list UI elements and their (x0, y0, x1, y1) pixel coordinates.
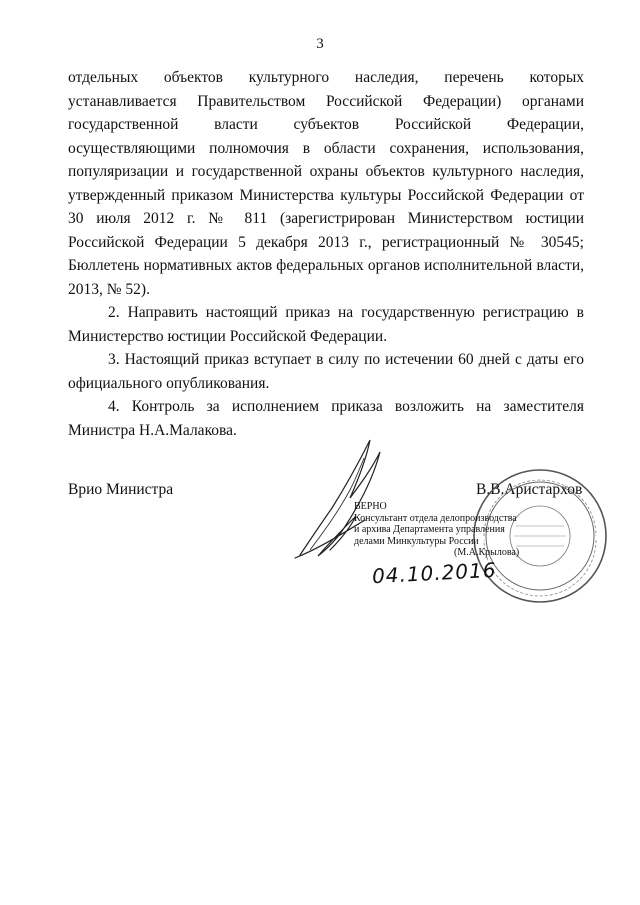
certification-label: ВЕРНО (354, 501, 387, 512)
certification-line-3: делами Минкультуры России (354, 535, 479, 547)
certification-line-1: Консультант отдела делопроизводства (354, 512, 517, 524)
certification-block (354, 501, 519, 559)
signatory-name: В.В.Аристархов (476, 481, 583, 498)
signatory-title: Врио Министра (68, 481, 174, 498)
certification-name: (М.А.Крылова) (454, 547, 520, 558)
paragraph-item-3: 3. Настоящий приказ вступает в силу по истечении 60 дней с даты его официального опубликования. (68, 351, 584, 392)
paragraph-item-4: 4. Контроль за исполнением приказа возложить на заместителя Министра Н.А.Малакова. (68, 398, 584, 439)
handwritten-date: 04.10.2016 (371, 557, 498, 589)
certification-line-2: и архива Департамента управления (354, 524, 505, 535)
paragraph-continued: отдельных объектов культурного наследия, перечень которых устанавливается Правительством Российской Федерации) органами государственной власти субъектов Российской Федерации, осуществляющими полномочия в области сохранения, использования, популяризации и государственной охраны объектов культурного наследия, утвержденный приказом Министерства культуры Российской Федерации от 30 июля 2012 г. № 811 (зарегистрирован Министерством юстиции Российской Федерации 5 декабря 2013 г., регистрационный № 30545; Бюллетень нормативных актов федеральных органов исполнительной власти, 2013, № 52). (68, 69, 584, 298)
paragraph-item-2: 2. Направить настоящий приказ на государственную регистрацию в Министерство юстиции Российской Федерации. (68, 304, 584, 345)
page-number: 3 (316, 36, 324, 52)
document-body (68, 66, 584, 442)
